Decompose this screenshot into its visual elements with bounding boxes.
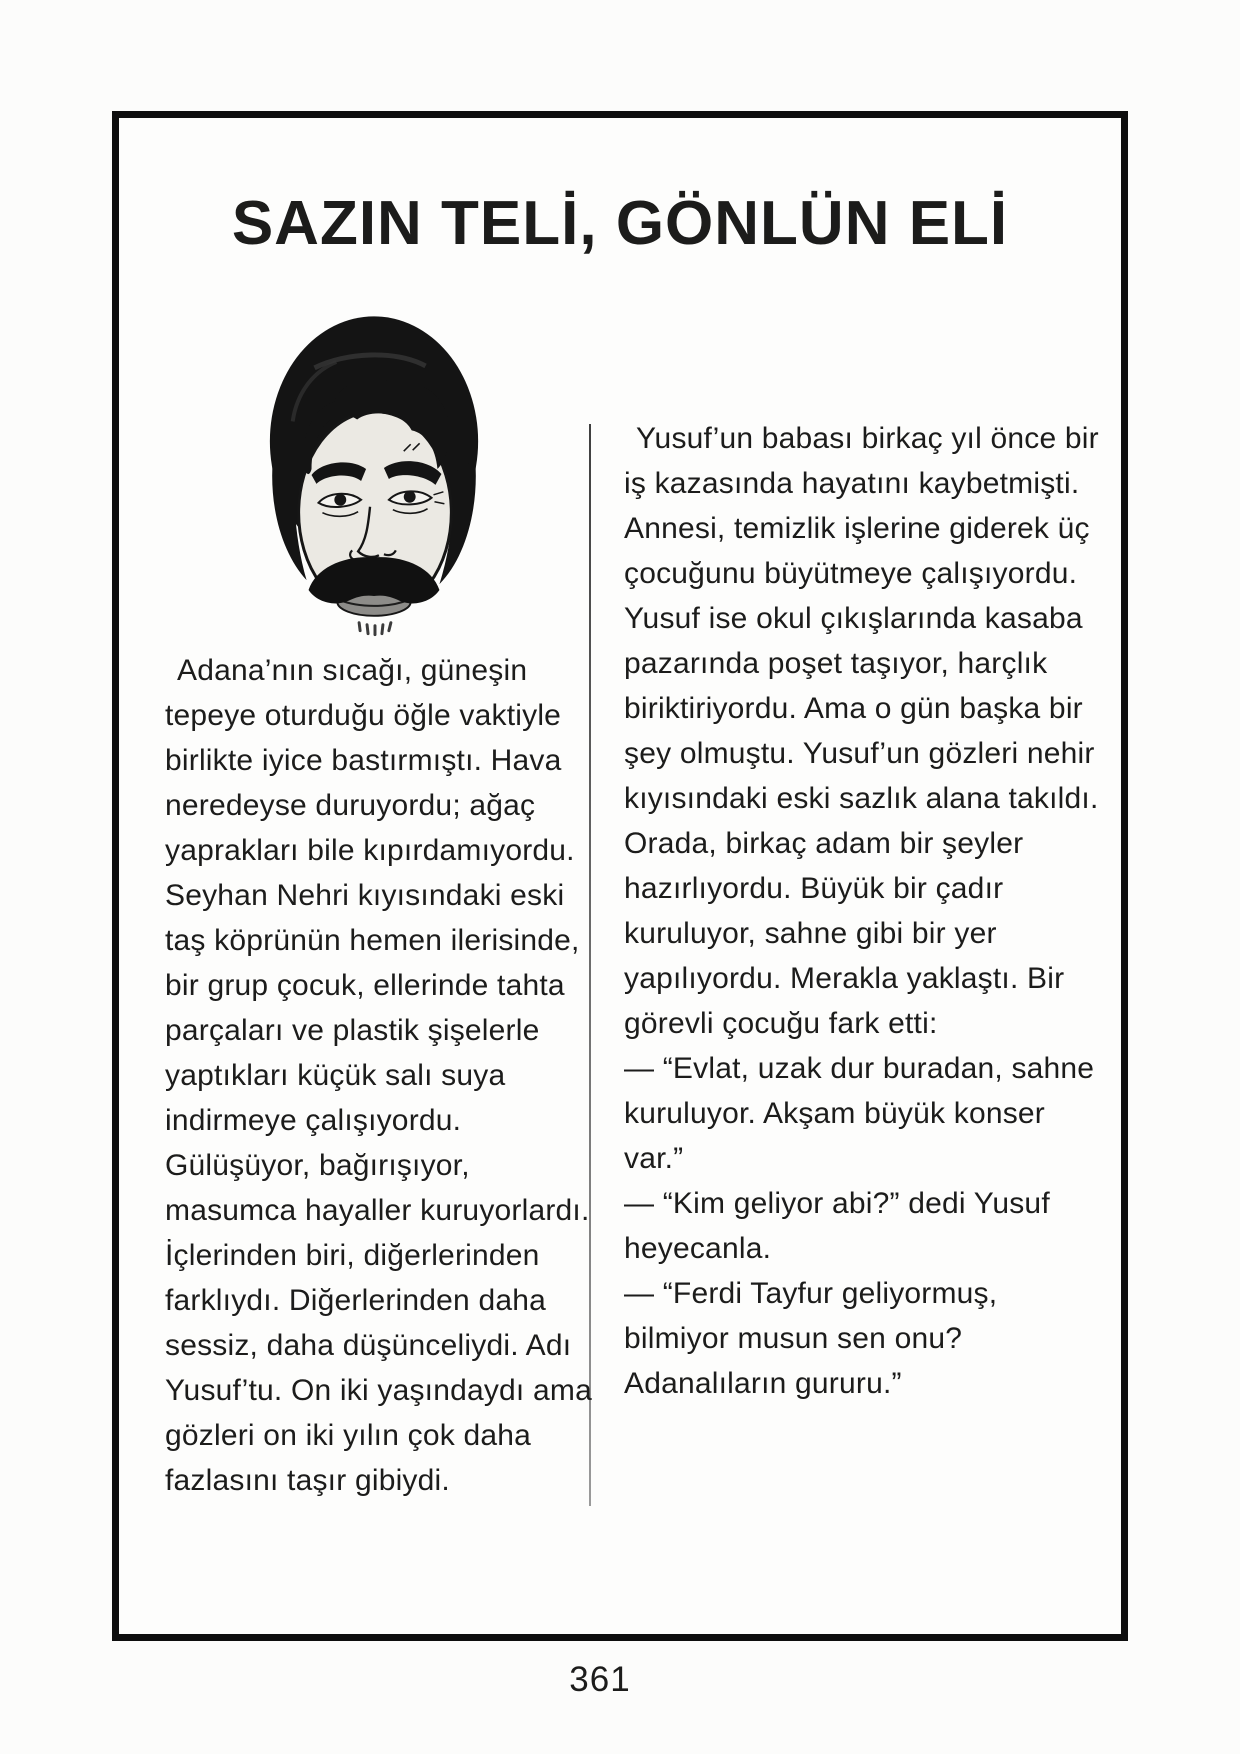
left-column (165, 648, 607, 1503)
story-paragraph: Adana’nın sıcağı, güneşin tepeye oturduğu öğle vaktiyle birlikte iyice bastırmıştı. Hava neredeyse duruyordu; ağaç yaprakları bile kıpırdamıyordu. Seyhan Nehri kıyısındaki eski taş köprünün hemen ilerisinde, bir grup çocuk, ellerinde tahta parçaları ve plastik şişelerle yaptıkları küçük salı suya indirmeye çalışıyordu. Gülüşüyor, bağırışıyor, masumca hayaller kuruyorlardı. İçlerinden biri, diğerlerinden farklıydı. Diğerlerinden daha sessiz, daha düşünceliydi. Adı Yusuf’tu. On iki yaşındaydı ama gözleri on iki yılın çok daha fazlasını taşır gibiydi. (165, 654, 592, 1497)
page-title: SAZIN TELİ, GÖNLÜN ELİ (231, 189, 1009, 258)
dialogue-line: — “Kim geliyor abi?” dedi Yusuf heyecanla. (624, 1187, 1050, 1265)
dialogue-line: — “Ferdi Tayfur geliyormuş, bilmiyor musun sen onu? Adanalıların gururu.” (624, 1277, 998, 1400)
content-frame (112, 111, 1128, 1641)
portrait-drawing (255, 310, 493, 638)
man-portrait-illustration (255, 310, 493, 638)
story-paragraph: Yusuf’un babası birkaç yıl önce bir iş kazasında hayatını kaybetmişti. Annesi, temizlik işlerine giderek üç çocuğunu büyütmeye çalışıyordu. Yusuf ise okul çıkışlarında kasaba pazarında poşet taşıyor, harçlık biriktiriyordu. Ama o gün başka bir şey olmuştu. Yusuf’un gözleri nehir kıyısındaki eski sazlık alana takıldı. Orada, birkaç adam bir şeyler hazırlıyordu. Büyük bir çadır kuruluyor, sahne gibi bir yer yapılıyordu. Merakla yaklaştı. Bir görevli çocuğu fark etti: (624, 422, 1099, 1040)
dialogue-line: — “Evlat, uzak dur buradan, sahne kuruluyor. Akşam büyük konser var.” (624, 1052, 1095, 1175)
right-column (624, 416, 1104, 1406)
page-number: 361 (569, 1660, 631, 1699)
